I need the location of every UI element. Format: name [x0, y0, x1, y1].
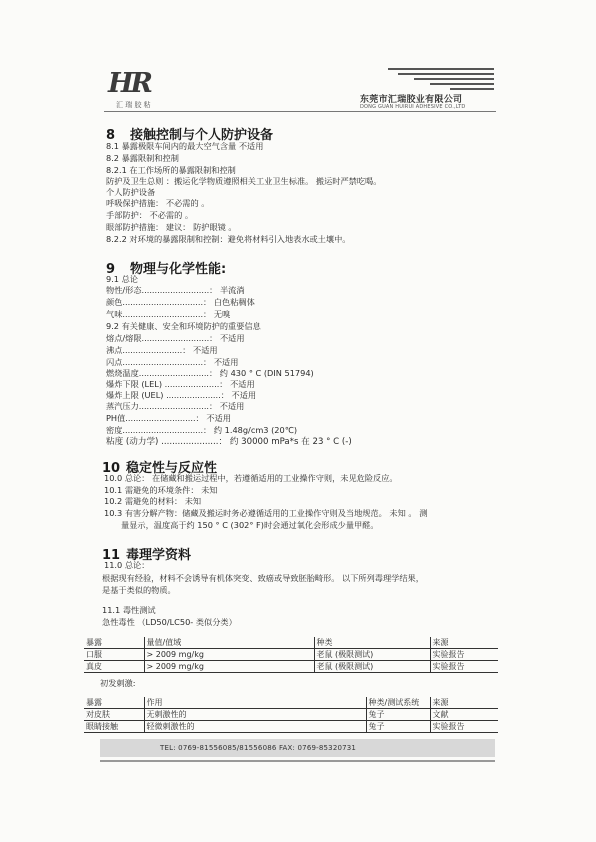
- text-line: 密度...............................： 约 1.48g/cm3 (20℃): [106, 425, 298, 435]
- table-cell: 对皮肤: [84, 709, 144, 721]
- text-line: 10.2 需避免的材料： 未知: [104, 496, 202, 506]
- text-line: 9.1 总论: [106, 274, 138, 284]
- table-cell: > 2009 mg/kg: [144, 661, 314, 673]
- section-number: 10: [102, 461, 121, 476]
- text-line: 颜色...............................： 白色粘稠体: [106, 297, 255, 307]
- logo-subtitle: 汇 瑞 胶 粘: [116, 101, 151, 109]
- company-name-cn: 东莞市汇瑞胶业有限公司: [360, 95, 463, 105]
- text-line: 10.3 有害分解产物：储藏及搬运时务必遵循适用的工业操作守则及当地规范。 未知 。 测: [104, 508, 428, 518]
- table-header-cell: 来源: [430, 697, 498, 709]
- header-rule: [104, 111, 496, 112]
- table-header-cell: 种类/测试系统: [366, 697, 430, 709]
- company-name-en: DONG GUAN HUIRUI ADHESIVE CO.,LTD: [360, 104, 466, 110]
- table-cell: 老鼠 (极限测试): [314, 649, 430, 661]
- table-row: [84, 721, 498, 733]
- section-number: 9: [106, 262, 116, 277]
- text-line: 10.1 需避免的环境条件： 未知: [104, 485, 218, 495]
- table-cell: 真皮: [84, 661, 144, 673]
- table-cell: 实验报告: [430, 661, 498, 673]
- text-line: 11.0 总论：: [104, 560, 150, 570]
- text-line: 急性毒性 （LD50/LC50- 类似分类）: [102, 617, 237, 627]
- text-line: 沸点.......................： 不适用: [106, 345, 218, 355]
- text-line: 防护及卫生总则 ：搬运化学物质遵照相关工业卫生标准。 搬运时严禁吃喝。: [106, 176, 382, 186]
- text-line: 蒸汽压力...........................： 不适用: [106, 401, 245, 411]
- table-cell: > 2009 mg/kg: [144, 649, 314, 661]
- table-header-cell: 来源: [430, 637, 498, 649]
- text-line: 气味...............................： 无嗅: [106, 309, 231, 319]
- text-line: 燃烧温度...........................： 约 430 ° C (DIN 51794): [106, 368, 314, 378]
- table-header-cell: 种类: [314, 637, 430, 649]
- text-line: 个人防护设备: [106, 187, 156, 197]
- company-logo: [108, 70, 158, 104]
- text-line: PH值...........................： 不适用: [106, 413, 231, 423]
- table-cell: 口服: [84, 649, 144, 661]
- text-line: 物性/形态..........................： 半流淌: [106, 285, 245, 295]
- footer-contact: TEL: 0769-81556085/81556086 FAX: 0769-85320731: [160, 744, 357, 752]
- text-line: 根据现有经验，材料不会诱导有机体突变、致癌或导致胚胎畸形。 以下所列毒理学结果，: [102, 573, 424, 583]
- text-line: 爆炸上限 (UEL) .....................： 不适用: [106, 390, 257, 400]
- text-line: 8.2.2 对环境的暴露限制和控制：避免将材料引入地表水或土壤中。: [106, 234, 351, 244]
- table-header-row: [84, 637, 498, 649]
- text-line: 眼部防护措施： 建议： 防护眼镜 。: [106, 222, 237, 232]
- table-header-cell: 作用: [144, 697, 366, 709]
- table-cell: 实验报告: [430, 721, 498, 733]
- text-line: 手部防护： 不必需的 。: [106, 210, 194, 220]
- table-cell: 实验报告: [430, 649, 498, 661]
- section-title: 接触控制与个人防护设备: [130, 128, 274, 143]
- table-cell: 老鼠 (极限测试): [314, 661, 430, 673]
- table-row: [84, 661, 498, 673]
- irritation-table: [84, 697, 498, 733]
- text-line: 量显示，温度高于约 150 ° C (302° F)时会通过氧化会形成少量甲醛。: [121, 520, 379, 530]
- table-header-row: [84, 697, 498, 709]
- table-cell: 无刺激性的: [144, 709, 366, 721]
- text-line: 粘度 (动力学) .....................： 约 30000 mPa*s 在 23 ° C (-): [106, 437, 352, 447]
- text-line: 11.1 毒性测试: [102, 605, 156, 615]
- text-line: 9.2 有关健康、安全和环境防护的重要信息: [106, 321, 261, 331]
- table-cell: 眼睛接触: [84, 721, 144, 733]
- table-row: [84, 649, 498, 661]
- section-number: 8: [106, 128, 116, 143]
- section-title: 毒理学资料: [126, 548, 192, 563]
- section-title: 物理与化学性能:: [130, 262, 227, 277]
- text-line: 爆炸下限 (LEL) .....................： 不适用: [106, 379, 255, 389]
- text-line: 10.0 总论： 在储藏和搬运过程中，若遵循适用的工业操作守则，未见危险反应。: [104, 473, 398, 483]
- logo-mark: HR: [108, 68, 150, 99]
- table-cell: 兔子: [366, 721, 430, 733]
- text-line: 8.1 暴露极限车间内的最大空气含量 不适用: [106, 141, 264, 151]
- text-line: 是基于类似的物质。: [102, 585, 176, 595]
- text-line: 8.2 暴露限制和控制: [106, 153, 179, 163]
- table-header-cell: 量值/值域: [144, 637, 314, 649]
- section-title: 稳定性与反应性: [126, 461, 218, 476]
- table-cell: 轻微刺激性的: [144, 721, 366, 733]
- header-stripes: [358, 68, 494, 92]
- section-number: 11: [102, 548, 121, 563]
- text-line: 熔点/熔限..........................： 不适用: [106, 333, 245, 343]
- acute-toxicity-table: [84, 637, 498, 673]
- table-cell: 兔子: [366, 709, 430, 721]
- text-line: 初发刺激:: [100, 678, 136, 688]
- table-cell: 文献: [430, 709, 498, 721]
- text-line: 闪点...............................： 不适用: [106, 357, 239, 367]
- text-line: 呼吸保护措施： 不必需的 。: [106, 198, 210, 208]
- text-line: 8.2.1 在工作场所的暴露限制和控制: [106, 165, 236, 175]
- footer-rule: [100, 760, 495, 762]
- table-header-cell: 暴露: [84, 697, 144, 709]
- table-header-cell: 暴露: [84, 637, 144, 649]
- table-row: [84, 709, 498, 721]
